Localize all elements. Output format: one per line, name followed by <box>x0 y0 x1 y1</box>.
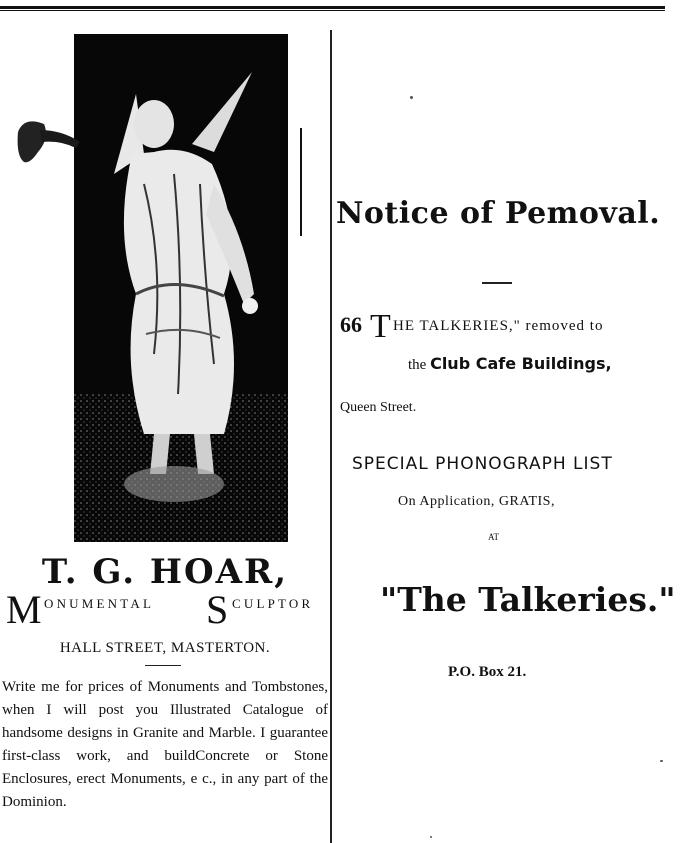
club-line <box>408 354 612 374</box>
notice-title: Notice of Pemoval. <box>336 196 661 231</box>
print-speck <box>660 760 663 762</box>
queen-street: Queen Street. <box>340 400 417 415</box>
sculptor-title <box>6 586 328 632</box>
initial-t: T <box>370 308 391 345</box>
sculptor-name: T. G. HOAR, <box>41 552 289 592</box>
edge-mark <box>300 128 302 236</box>
sculptor-body-text: Write me for prices of Monuments and Tombstones, when I will post you Illustrated Catalogue of handsome designs in Granite and Marble. I guarantee first-class work, and buildConcrete or Stone Enclosures, erect Monuments, e c., in any part of the Dominion. <box>2 679 328 810</box>
outstretched-arm-illustration <box>14 112 84 182</box>
po-box: P.O. Box 21. <box>448 664 527 680</box>
title-word-onumental: ONUMENTAL <box>44 596 155 611</box>
special-list-heading: SPECIAL PHONOGRAPH LIST <box>352 454 613 474</box>
club-name: Club Cafe Buildings, <box>430 354 612 373</box>
print-speck <box>430 836 432 838</box>
talkeries-title: "The Talkeries." <box>380 580 676 619</box>
short-rule <box>145 665 181 666</box>
open-quote: 66 <box>340 312 362 337</box>
removed-line <box>340 310 695 350</box>
title-initial-s: S <box>206 587 229 632</box>
at-word: AT <box>488 532 499 542</box>
print-speck <box>410 96 413 99</box>
top-rule <box>0 6 665 9</box>
top-rule-thin <box>0 10 665 11</box>
column-divider <box>330 30 332 843</box>
removed-text: HE TALKERIES," removed to <box>393 318 604 334</box>
club-prefix: the <box>408 357 431 373</box>
notice-rule <box>482 282 512 284</box>
angel-statue-illustration <box>74 34 288 542</box>
title-word-culptor: CULPTOR <box>232 596 314 611</box>
sculpture-engraving <box>74 34 288 542</box>
title-initial-m: M <box>6 587 42 632</box>
sculptor-address: HALL STREET, MASTERTON. <box>59 640 271 656</box>
application-line: On Application, GRATIS, <box>398 494 555 509</box>
